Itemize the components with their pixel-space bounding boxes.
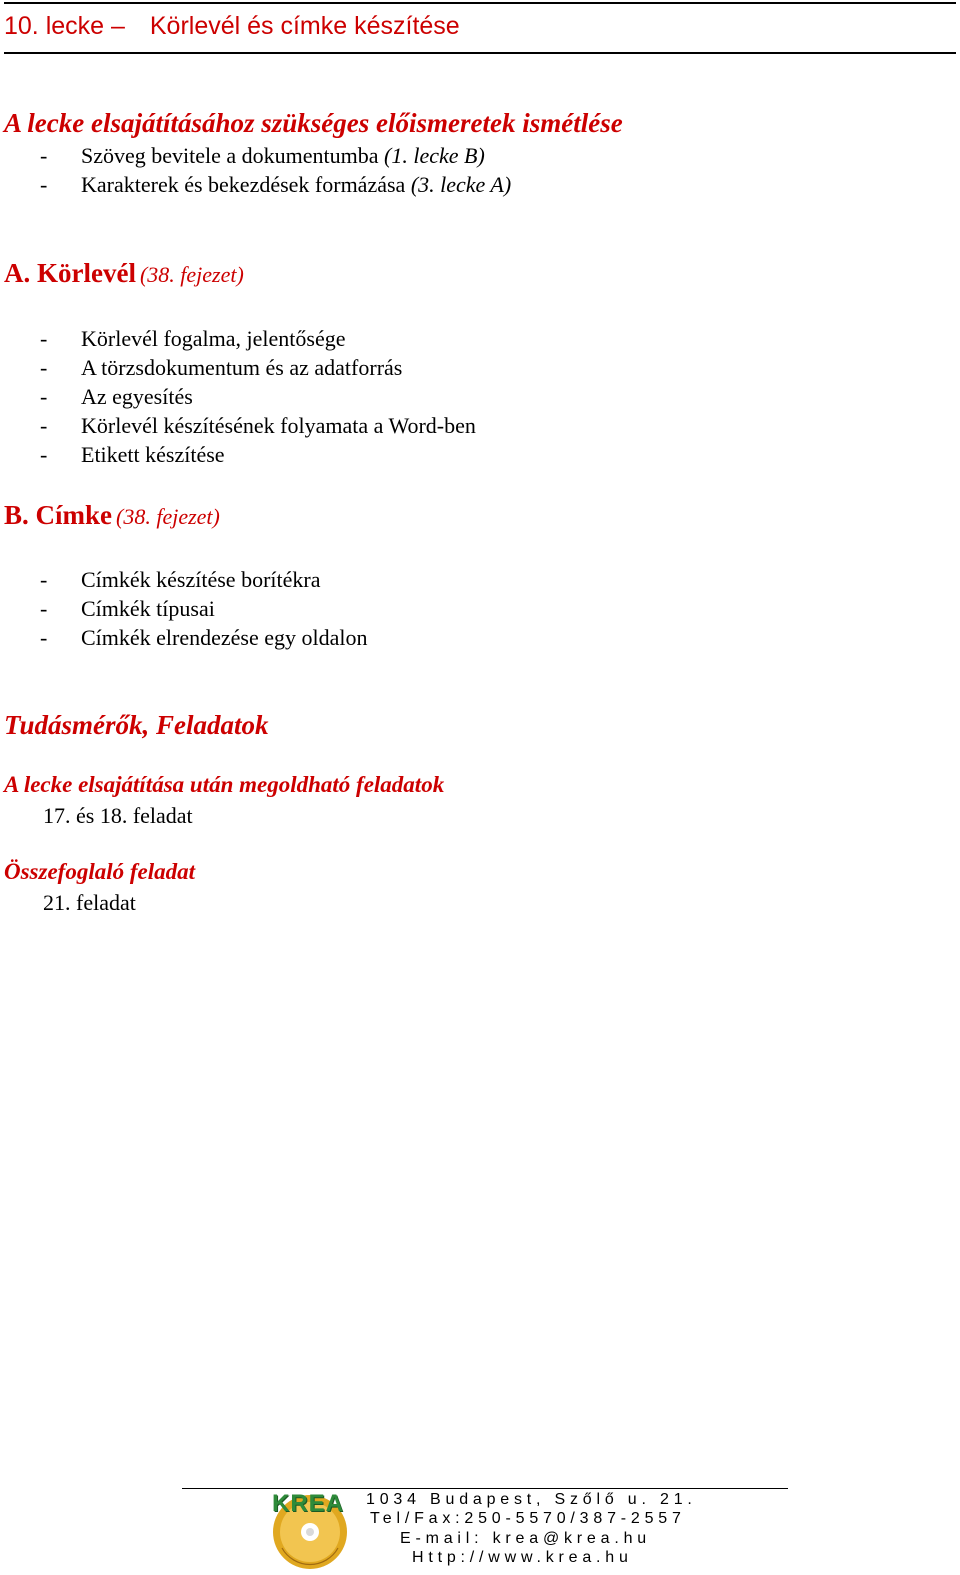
tasks-heading: Tudásmérők, Feladatok [4,710,269,740]
section-a-ref: (38. fejezet) [139,262,244,287]
item-ref: (3. lecke A) [410,172,512,197]
footer-website: Http://www.krea.hu [412,1549,633,1566]
section-b-heading [4,500,220,531]
section-a-heading [4,258,244,289]
footer-rule [182,1488,788,1489]
prereq-heading: A lecke elsajátításához szükséges előismeretek ismétlése [4,108,623,138]
section-b-title: B. Címke [4,500,112,530]
page-title [4,12,460,41]
summary-text: 21. feladat [43,890,136,915]
title-underline [4,52,956,54]
lesson-title: Körlevél és címke készítése [149,12,460,40]
top-rule [4,2,956,4]
item-ref: (1. lecke B) [384,143,485,168]
section-a-title: A. Körlevél [4,258,136,288]
footer-email: E-mail: krea@krea.hu [400,1530,651,1547]
lesson-number: 10. lecke – [4,12,125,40]
krea-logo [268,1490,352,1570]
logo-wordmark: KREA [272,1490,345,1517]
summary-heading: Összefoglaló feladat [4,859,196,884]
footer-phone: Tel/Fax:250-5570/387-2557 [370,1510,686,1527]
tasks-after-heading: A lecke elsajátítása után megoldható feladatok [4,772,445,797]
item-text: Karakterek és bekezdések formázása [81,172,406,197]
footer-address: 1034 Budapest, Szőlő u. 21. [366,1491,697,1508]
item-text: Szöveg bevitele a dokumentumba [81,143,379,168]
tasks-after-text: 17. és 18. feladat [43,803,193,828]
section-b-ref: (38. fejezet) [116,504,220,529]
